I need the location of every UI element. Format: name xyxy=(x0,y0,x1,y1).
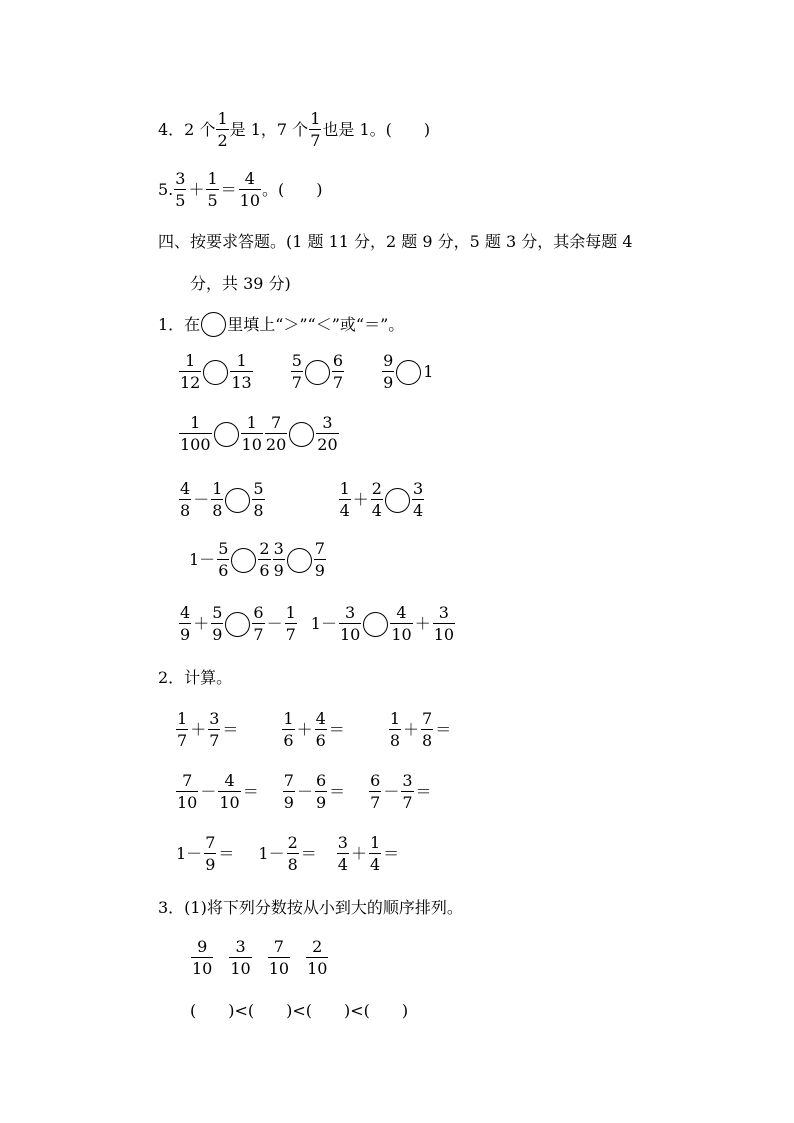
problem-3-answer-blanks: ( )<( )<( )<( ) xyxy=(190,1001,409,1020)
problem-3-title: 3．(1)将下列分数按从小到大的顺序排列。 xyxy=(158,898,463,917)
math-symbol: 1－ xyxy=(176,844,203,863)
q5-fraction-2: $\frac{1}{5}$ xyxy=(207,169,218,210)
fraction: $\frac{3}{10}$ xyxy=(339,603,361,644)
q5-op-equals: ＝ xyxy=(220,180,237,199)
fraction: $\frac{6}{7}$ xyxy=(370,771,381,812)
q5-op-plus: ＋ xyxy=(188,180,205,199)
q5-answer-blank: 。( ) xyxy=(262,180,323,199)
compare-circle-blank[interactable] xyxy=(225,612,250,637)
q4-text-c: 也是 1。( ) xyxy=(322,120,431,139)
fraction: $\frac{7}{9}$ xyxy=(205,833,216,874)
calc-expression xyxy=(175,834,235,874)
fraction: $\frac{4}{9}$ xyxy=(180,603,191,644)
problem-2-title: 2．计算。 xyxy=(158,668,233,687)
fraction: $\frac{7}{9}$ xyxy=(283,771,294,812)
q5-fraction-3: $\frac{4}{10}$ xyxy=(239,169,261,210)
fraction: $\frac{1}{12}$ xyxy=(180,351,201,392)
compare-circle-blank[interactable] xyxy=(305,360,330,385)
q4-text-a: 4．2 个 xyxy=(158,120,216,139)
compare-circle-blank[interactable] xyxy=(214,422,239,447)
fraction: $\frac{5}{6}$ xyxy=(218,539,229,580)
math-symbol: － xyxy=(200,782,217,801)
fraction: $\frac{3}{7}$ xyxy=(209,709,220,750)
compare-row-2 xyxy=(178,414,340,454)
blank-circle-icon xyxy=(201,312,226,337)
calc-expression xyxy=(388,710,452,750)
fraction-to-order: $\frac{7}{10}$ xyxy=(268,937,290,978)
fraction: $\frac{3}{20}$ xyxy=(317,413,338,454)
fraction: $\frac{1}{8}$ xyxy=(212,479,223,520)
q5-fraction-1: $\frac{3}{5}$ xyxy=(175,169,186,210)
fraction-to-order: $\frac{9}{10}$ xyxy=(192,937,213,978)
math-symbol: ＝ xyxy=(222,720,239,739)
section-4-heading-line-1: 四、按要求答题。(1 题 11 分，2 题 9 分，5 题 3 分，其余每题 4 xyxy=(158,232,633,251)
math-symbol: ＋ xyxy=(403,720,420,739)
compare-circle-blank[interactable] xyxy=(231,548,256,573)
q4-fraction-1: $\frac{1}{2}$ xyxy=(217,109,228,150)
math-symbol: 1－ xyxy=(310,614,337,633)
compare-circle-blank[interactable] xyxy=(385,488,410,513)
calc-expression xyxy=(257,834,317,874)
math-symbol: － xyxy=(266,614,283,633)
calc-row-1 xyxy=(175,710,452,750)
fraction: $\frac{4}{8}$ xyxy=(180,479,191,520)
q4-fraction-2: $\frac{1}{7}$ xyxy=(310,109,321,150)
compare-row-4 xyxy=(188,540,327,580)
fraction: $\frac{3}{10}$ xyxy=(433,603,455,644)
fraction: $\frac{4}{6}$ xyxy=(315,709,326,750)
calc-row-2 xyxy=(175,772,433,812)
calc-expression xyxy=(281,710,345,750)
math-symbol: － xyxy=(383,782,400,801)
q4-text-b: 是 1，7 个 xyxy=(229,120,309,139)
compare-circle-blank[interactable] xyxy=(287,548,312,573)
fraction: $\frac{1}{8}$ xyxy=(389,709,400,750)
fraction: $\frac{4}{10}$ xyxy=(219,771,240,812)
math-symbol: － xyxy=(296,782,313,801)
fraction: $\frac{1}{7}$ xyxy=(285,603,296,644)
fraction: $\frac{1}{7}$ xyxy=(177,709,188,750)
problem-1-instruction xyxy=(158,312,404,337)
fraction: $\frac{1}{4}$ xyxy=(369,833,381,874)
fraction: $\frac{3}{4}$ xyxy=(337,833,348,874)
fraction: $\frac{1}{10}$ xyxy=(241,413,262,454)
math-symbol: 1－ xyxy=(189,550,216,569)
math-symbol: ＝ xyxy=(242,782,259,801)
fraction: $\frac{3}{9}$ xyxy=(273,539,284,580)
fraction: $\frac{1}{4}$ xyxy=(339,479,350,520)
fraction: $\frac{6}{7}$ xyxy=(253,603,264,644)
math-symbol: － xyxy=(193,490,210,509)
math-symbol: 1 xyxy=(423,362,434,381)
fraction-to-order: $\frac{2}{10}$ xyxy=(307,937,328,978)
calc-row-3 xyxy=(175,834,400,874)
fraction: $\frac{7}{10}$ xyxy=(177,771,198,812)
math-symbol: ＋ xyxy=(350,844,367,863)
fraction: $\frac{9}{9}$ xyxy=(383,351,394,392)
fraction: $\frac{7}{20}$ xyxy=(265,413,287,454)
problem-3-fraction-list xyxy=(190,938,329,978)
math-symbol: ＝ xyxy=(383,844,400,863)
calc-expression xyxy=(336,834,400,874)
q5-number: 5. xyxy=(158,180,174,199)
math-symbol: ＝ xyxy=(415,782,432,801)
fraction: $\frac{6}{7}$ xyxy=(332,351,344,392)
compare-circle-blank[interactable] xyxy=(396,360,421,385)
question-5 xyxy=(158,170,323,210)
math-symbol: 1－ xyxy=(258,844,285,863)
fraction: $\frac{7}{8}$ xyxy=(422,709,433,750)
math-symbol: ＋ xyxy=(296,720,313,739)
fraction-to-order: $\frac{3}{10}$ xyxy=(230,937,251,978)
question-4 xyxy=(158,110,430,150)
math-symbol: ＝ xyxy=(218,844,235,863)
fraction: $\frac{5}{8}$ xyxy=(253,479,264,520)
math-symbol: ＋ xyxy=(414,614,431,633)
math-symbol: ＝ xyxy=(329,782,346,801)
fraction: $\frac{3}{4}$ xyxy=(412,479,424,520)
compare-circle-blank[interactable] xyxy=(363,612,388,637)
calc-expression xyxy=(175,710,239,750)
calc-expression xyxy=(368,772,432,812)
fraction: $\frac{6}{9}$ xyxy=(315,771,327,812)
compare-row-5 xyxy=(178,604,456,644)
fraction: $\frac{5}{7}$ xyxy=(291,351,302,392)
fraction: $\frac{1}{100}$ xyxy=(180,413,211,454)
compare-circle-blank[interactable] xyxy=(289,422,314,447)
fraction: $\frac{1}{13}$ xyxy=(231,351,252,392)
fraction: $\frac{2}{4}$ xyxy=(371,479,382,520)
calc-expression xyxy=(282,772,346,812)
compare-row-1 xyxy=(178,352,434,392)
math-symbol: ＋ xyxy=(190,720,207,739)
fraction: $\frac{3}{7}$ xyxy=(402,771,413,812)
problem-1-tail: 里填上“＞”“＜”或“＝”。 xyxy=(227,314,405,334)
problem-1-lead: 1．在 xyxy=(158,314,201,334)
calc-expression xyxy=(175,772,260,812)
section-4-heading-line-2: 分，共 39 分) xyxy=(190,274,291,293)
compare-row-3 xyxy=(178,480,425,520)
fraction: $\frac{4}{10}$ xyxy=(391,603,412,644)
math-symbol: ＋ xyxy=(352,490,369,509)
math-symbol: ＝ xyxy=(300,844,317,863)
fraction: $\frac{2}{6}$ xyxy=(259,539,270,580)
math-symbol: ＝ xyxy=(328,720,345,739)
math-symbol: ＝ xyxy=(435,720,452,739)
fraction: $\frac{5}{9}$ xyxy=(212,603,223,644)
fraction: $\frac{1}{6}$ xyxy=(283,709,294,750)
fraction: $\frac{2}{8}$ xyxy=(287,833,298,874)
fraction: $\frac{7}{9}$ xyxy=(314,539,325,580)
compare-circle-blank[interactable] xyxy=(203,360,228,385)
compare-circle-blank[interactable] xyxy=(225,488,250,513)
math-symbol: ＋ xyxy=(193,614,210,633)
